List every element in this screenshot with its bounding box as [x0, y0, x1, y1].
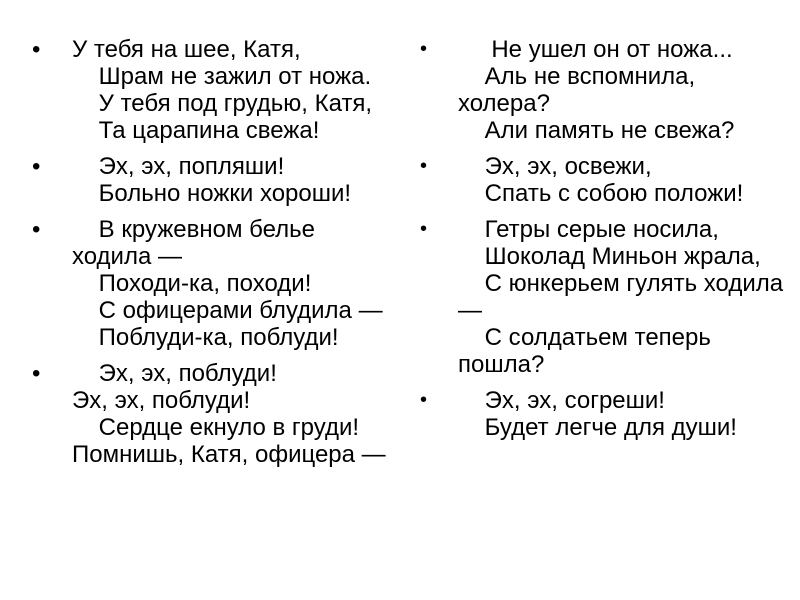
- bullet-icon: •: [32, 216, 41, 243]
- verse-text: Гетры серые носила, Шоколад Миньон жрала, С юнкерьем гулять ходила — С солдатьем теперь пошла?: [458, 216, 784, 378]
- list-item: [32, 36, 392, 144]
- bullet-icon: •: [420, 38, 428, 60]
- left-column: [32, 36, 392, 477]
- list-item: [32, 360, 392, 468]
- verse-text: Эх, эх, согреши! Будет легче для души!: [484, 387, 737, 441]
- verse-text: Эх, эх, освежи, Спать с собою положи!: [484, 153, 744, 207]
- verse-text: Эх, эх, попляши! Больно ножки хороши!: [98, 153, 352, 207]
- bullet-icon: •: [420, 155, 428, 177]
- verse-text: Не ушел он от ножа... Аль не вспомнила, холера? Али память не свежа?: [458, 36, 735, 144]
- verse-text: Эх, эх, поблуди! Эх, эх, поблуди! Сердце екнуло в груди! Помнишь, Катя, офицера —: [72, 360, 386, 468]
- list-item: [32, 153, 392, 207]
- list-item: [418, 153, 788, 207]
- bullet-icon: •: [32, 360, 41, 387]
- bullet-icon: •: [420, 218, 428, 240]
- right-column: [418, 36, 788, 450]
- list-item: [418, 216, 788, 378]
- list-item: [418, 36, 788, 144]
- list-item: [418, 387, 788, 441]
- bullet-icon: •: [420, 389, 428, 411]
- bullet-icon: •: [32, 153, 41, 180]
- verse-text: В кружевном белье ходила — Походи-ка, походи! С офицерами блудила — Поблуди-ка, поблуди!: [72, 216, 383, 351]
- verse-text: У тебя на шее, Катя, Шрам не зажил от ножа. У тебя под грудью, Катя, Та царапина свежа!: [72, 36, 373, 144]
- list-item: [32, 216, 392, 351]
- bullet-icon: •: [32, 36, 41, 63]
